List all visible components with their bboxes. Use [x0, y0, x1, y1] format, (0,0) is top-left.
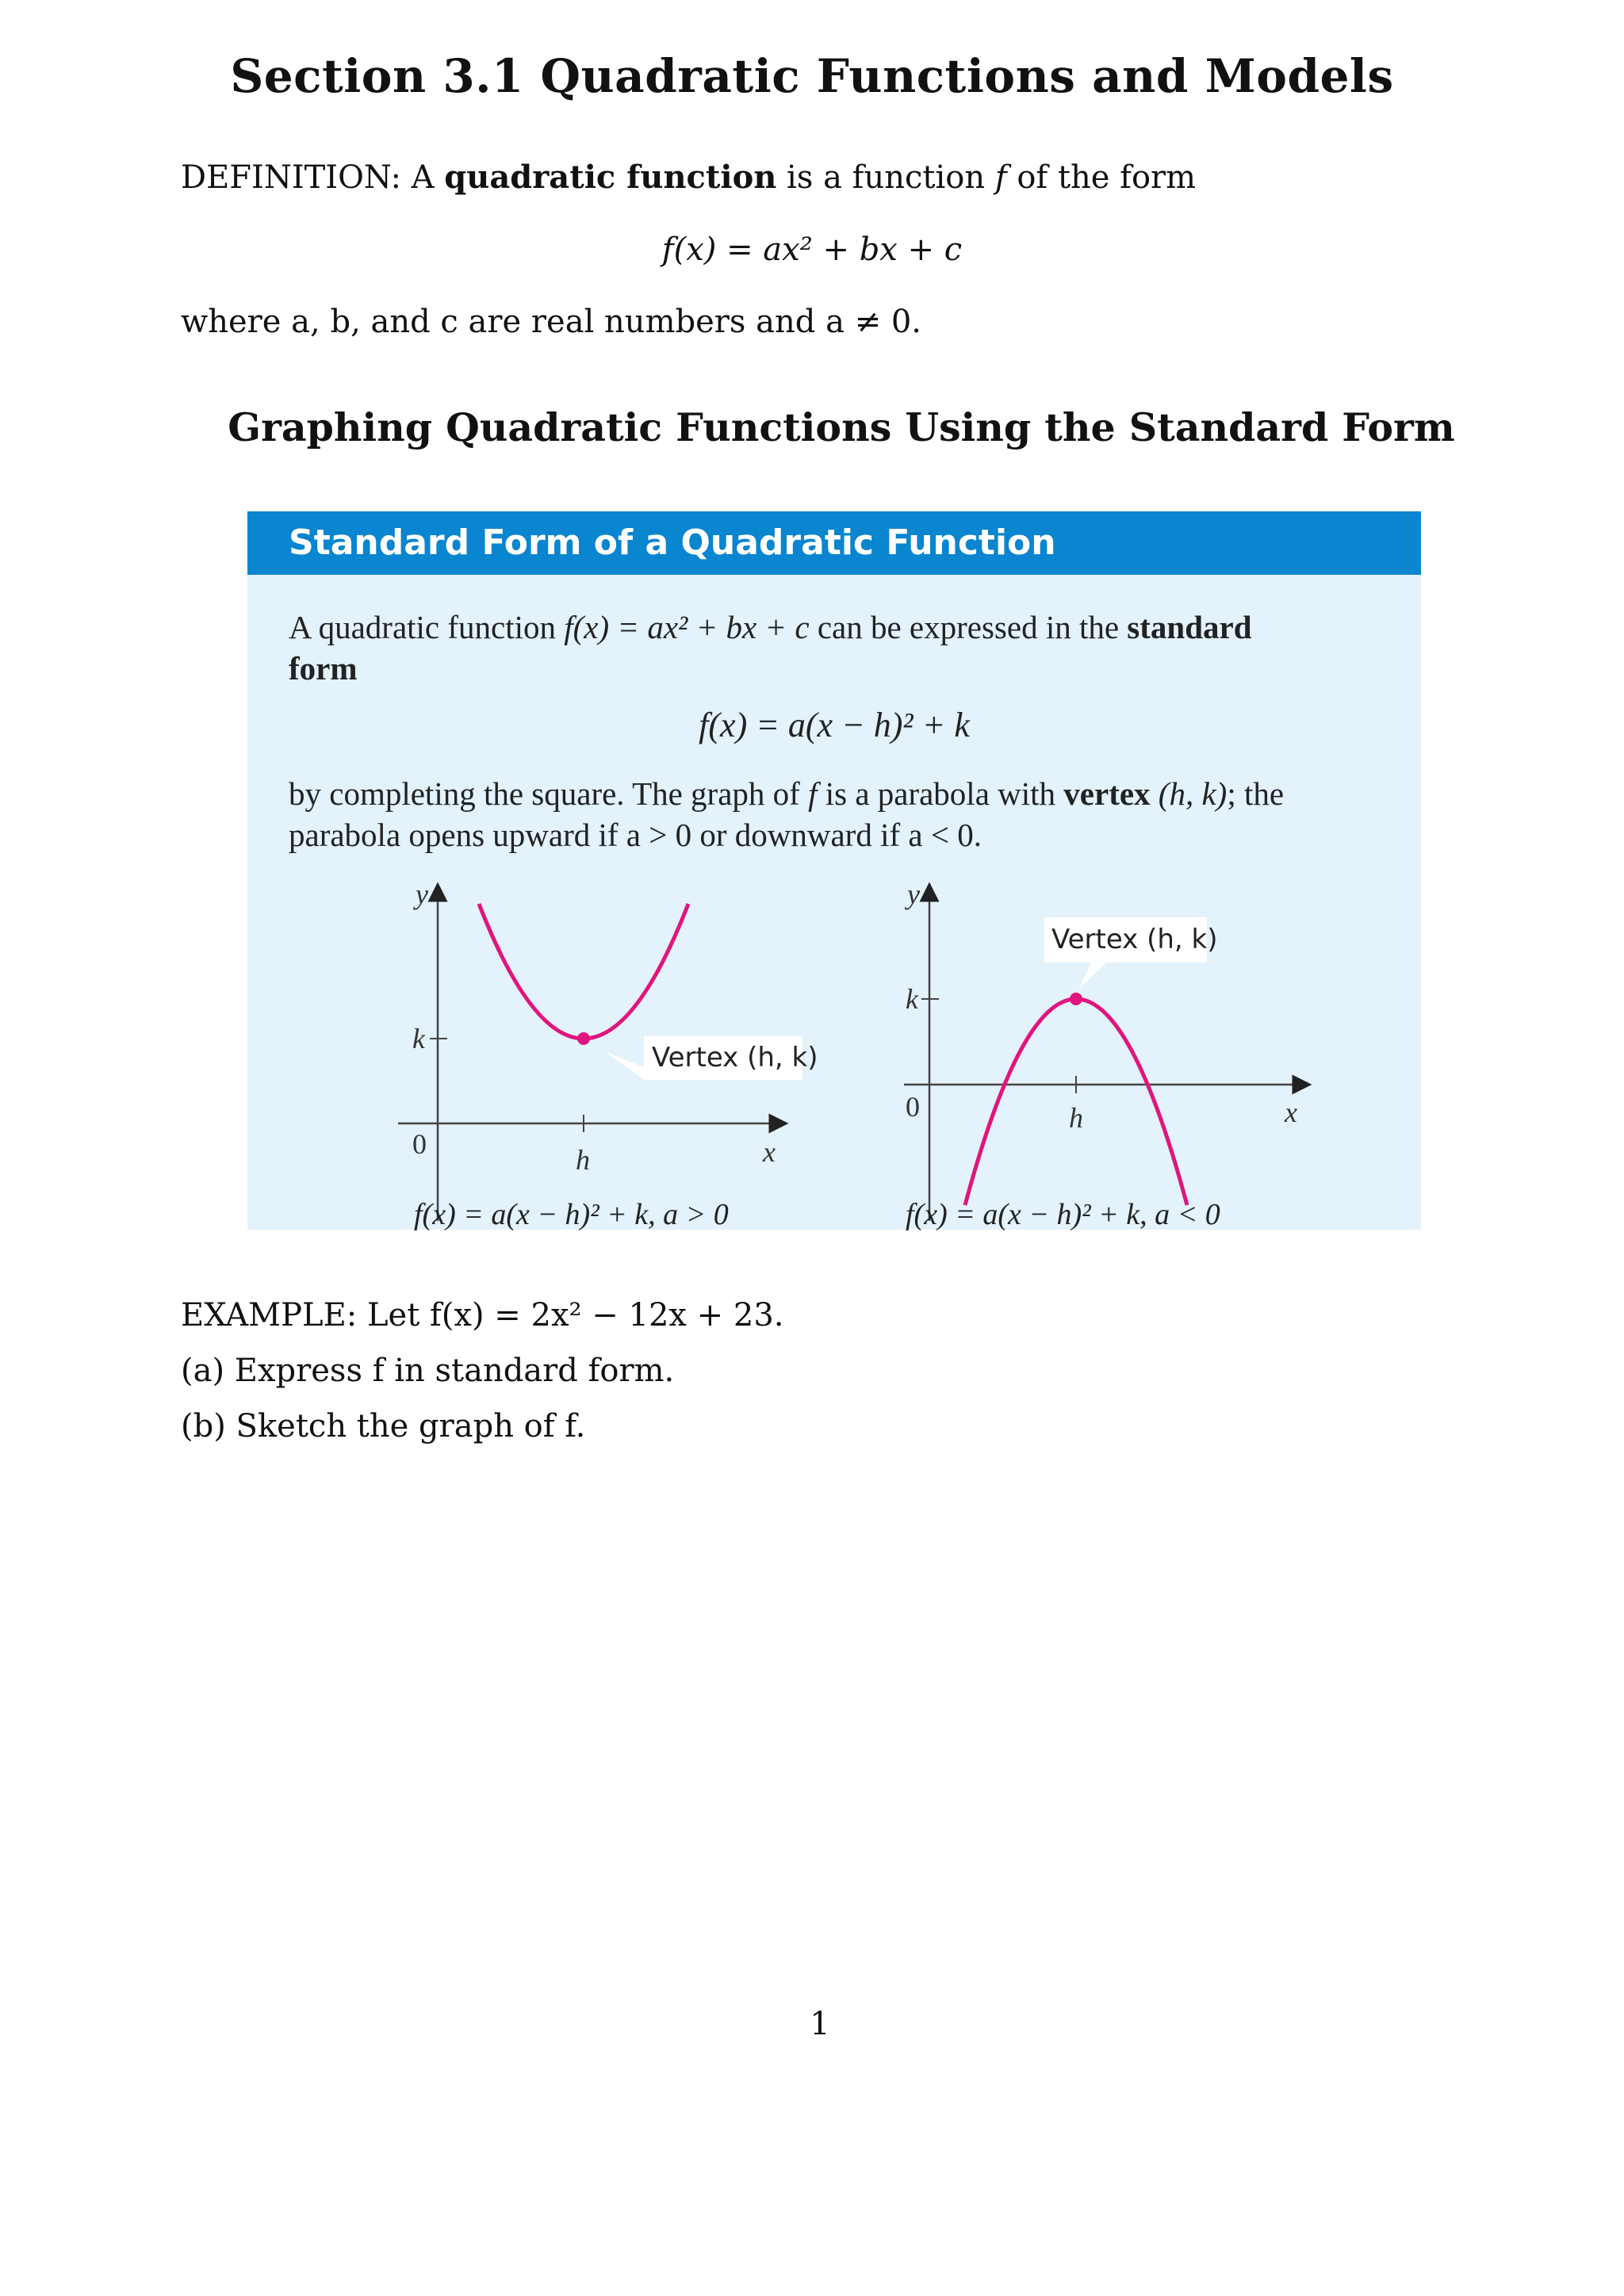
box-line-1-b: can be expressed in the — [817, 609, 1120, 645]
page-title: Section 3.1 Quadratic Functions and Models — [230, 49, 1394, 103]
vertex-point — [1070, 993, 1082, 1005]
callout-pointer — [604, 1051, 644, 1080]
upward-parabola — [479, 904, 688, 1039]
vertex-point — [577, 1032, 590, 1045]
example-part-a: (a) Express f in standard form. — [181, 1353, 675, 1389]
box-line-3-b: is a parabola with — [825, 775, 1056, 812]
box-line-1-a: A quadratic function — [289, 609, 557, 645]
graph-downward — [866, 872, 1421, 1229]
box-line-2-bold: form — [289, 650, 358, 687]
box-standard-formula — [247, 705, 1421, 745]
vertex-callout: Vertex (h, k) — [1051, 924, 1218, 955]
box-line-1-bold: standard — [1127, 609, 1252, 645]
example-label: EXAMPLE: — [181, 1297, 358, 1334]
x-label: x — [763, 1136, 776, 1168]
graph-downward-caption: f(x) = a(x − h)² + k, a < 0 — [906, 1198, 1220, 1231]
example-intro-text: Let f(x) = 2x² − 12x + 23. — [366, 1297, 784, 1334]
section-subheading: Graphing Quadratic Functions Using the Standard Form — [228, 404, 1455, 450]
standard-formula: f(x) = a(x − h)² + k — [699, 706, 970, 744]
box-line-4: parabola opens upward if a > 0 or downward if a < 0. — [289, 817, 982, 853]
definition-tail-start: is a function — [787, 159, 986, 196]
graph-upward-caption: f(x) = a(x − h)² + k, a > 0 — [414, 1198, 729, 1231]
y-label: y — [416, 878, 428, 910]
graph-upward — [374, 872, 929, 1229]
box-line-3 — [289, 773, 1284, 814]
box-line-3-a: by completing the square. The graph of — [289, 775, 800, 812]
definition-where: where a, b, and c are real numbers and a ≠ 0. — [181, 304, 922, 340]
h-label: h — [1069, 1102, 1083, 1134]
box-line-3-bold: vertex — [1063, 775, 1151, 812]
h-label: h — [576, 1144, 590, 1176]
definition-formula: f(x) = ax² + bx + c — [661, 232, 963, 268]
k-label: k — [906, 983, 918, 1015]
k-label: k — [412, 1023, 425, 1054]
example-intro — [181, 1297, 784, 1334]
definition-label: DEFINITION: — [181, 159, 401, 196]
definition-f: f — [994, 159, 1007, 196]
definition-term: quadratic function — [444, 159, 777, 196]
box-line-2 — [289, 648, 358, 689]
box-line-3-c: ; the — [1227, 775, 1285, 812]
definition-tail-end: of the form — [1017, 159, 1197, 196]
y-label: y — [907, 878, 920, 910]
origin-label: 0 — [906, 1091, 920, 1123]
origin-label: 0 — [412, 1128, 427, 1160]
box-line-1-formula: f(x) = ax² + bx + c — [564, 609, 810, 645]
vertex-callout: Vertex (h, k) — [652, 1042, 818, 1073]
callout-pointer — [1078, 961, 1108, 989]
box-line-3-vertex: (h, k) — [1158, 775, 1228, 812]
standard-form-box — [247, 511, 1421, 1230]
example-part-b: (b) Sketch the graph of f. — [181, 1408, 586, 1445]
definition-lead: A — [411, 159, 435, 196]
box-line-1 — [289, 607, 1252, 648]
box-header: Standard Form of a Quadratic Function — [247, 511, 1421, 575]
x-label: x — [1285, 1096, 1297, 1128]
page-number: 1 — [810, 2006, 830, 2042]
box-line-3-f: f — [808, 775, 818, 812]
definition-line — [181, 159, 1196, 196]
